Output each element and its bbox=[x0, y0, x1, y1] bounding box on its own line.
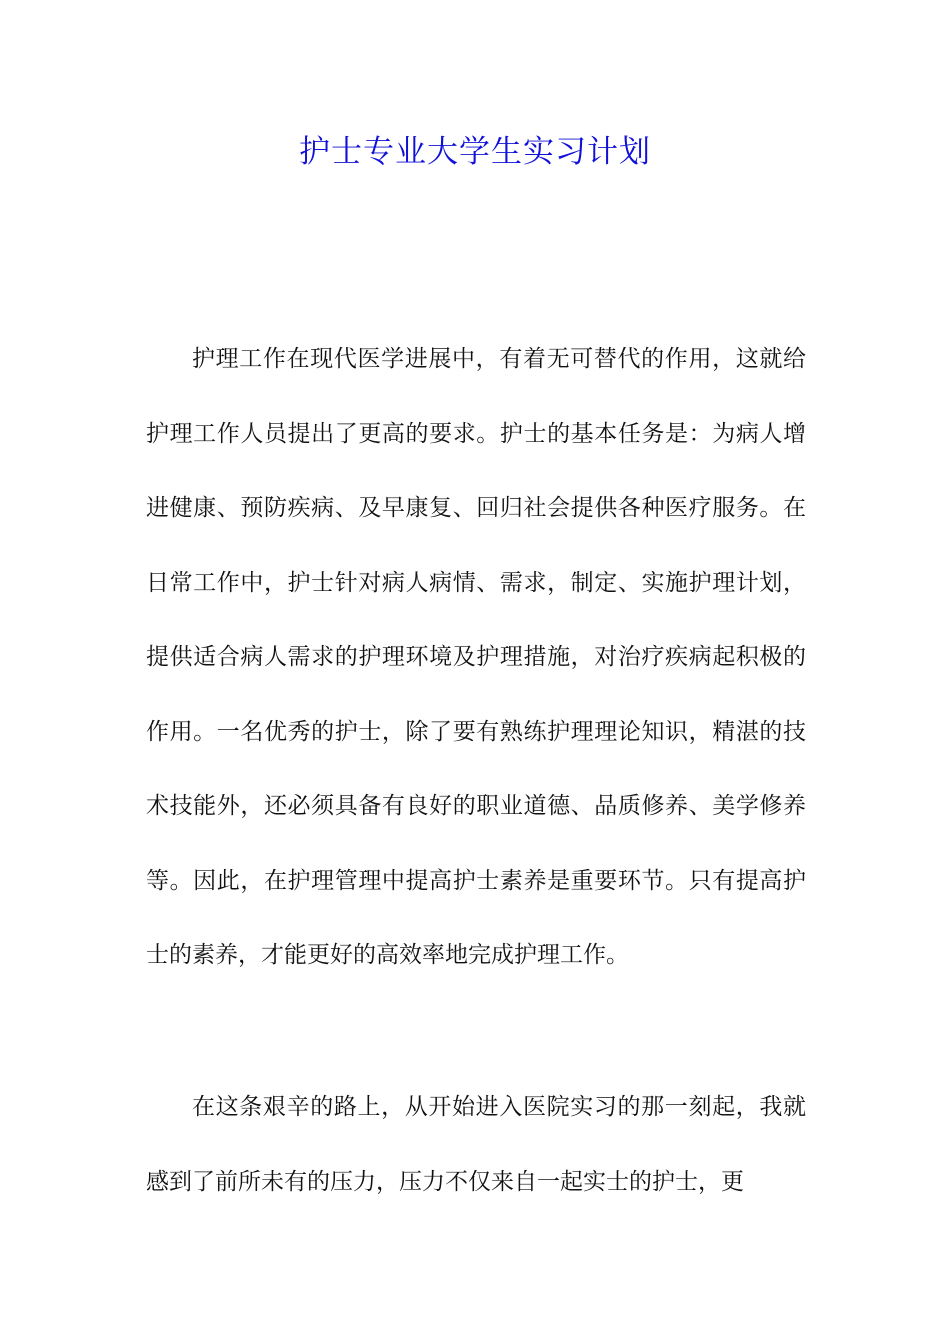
document-title: 护士专业大学生实习计划 bbox=[299, 134, 651, 170]
body-paragraph-1: 护理工作在现代医学进展中，有着无可替代的作用，这就给护理工作人员提出了更高的要求。护士的基本任务是：为病人增进健康、预防疾病、及早康复、回归社会提供各种医疗服务。在日常工作中，护士针对病人病情、需求，制定、实施护理计划，提供适合病人需求的护理环境及护理措施，对治疗疾病起积极的作用。一名优秀的护士，除了要有熟练护理理论知识，精湛的技术技能外，还必须具备有良好的职业道德、品质修养、美学修养等。因此，在护理管理中提高护士素养是重要环节。只有提高护士的素养，才能更好的高效率地完成护理工作。 bbox=[146, 346, 806, 968]
body-paragraph-2: 在这条艰辛的路上，从开始进入医院实习的那一刻起，我就感到了前所未有的压力，压力不仅来自一起实士的护士，更 bbox=[146, 1094, 806, 1195]
